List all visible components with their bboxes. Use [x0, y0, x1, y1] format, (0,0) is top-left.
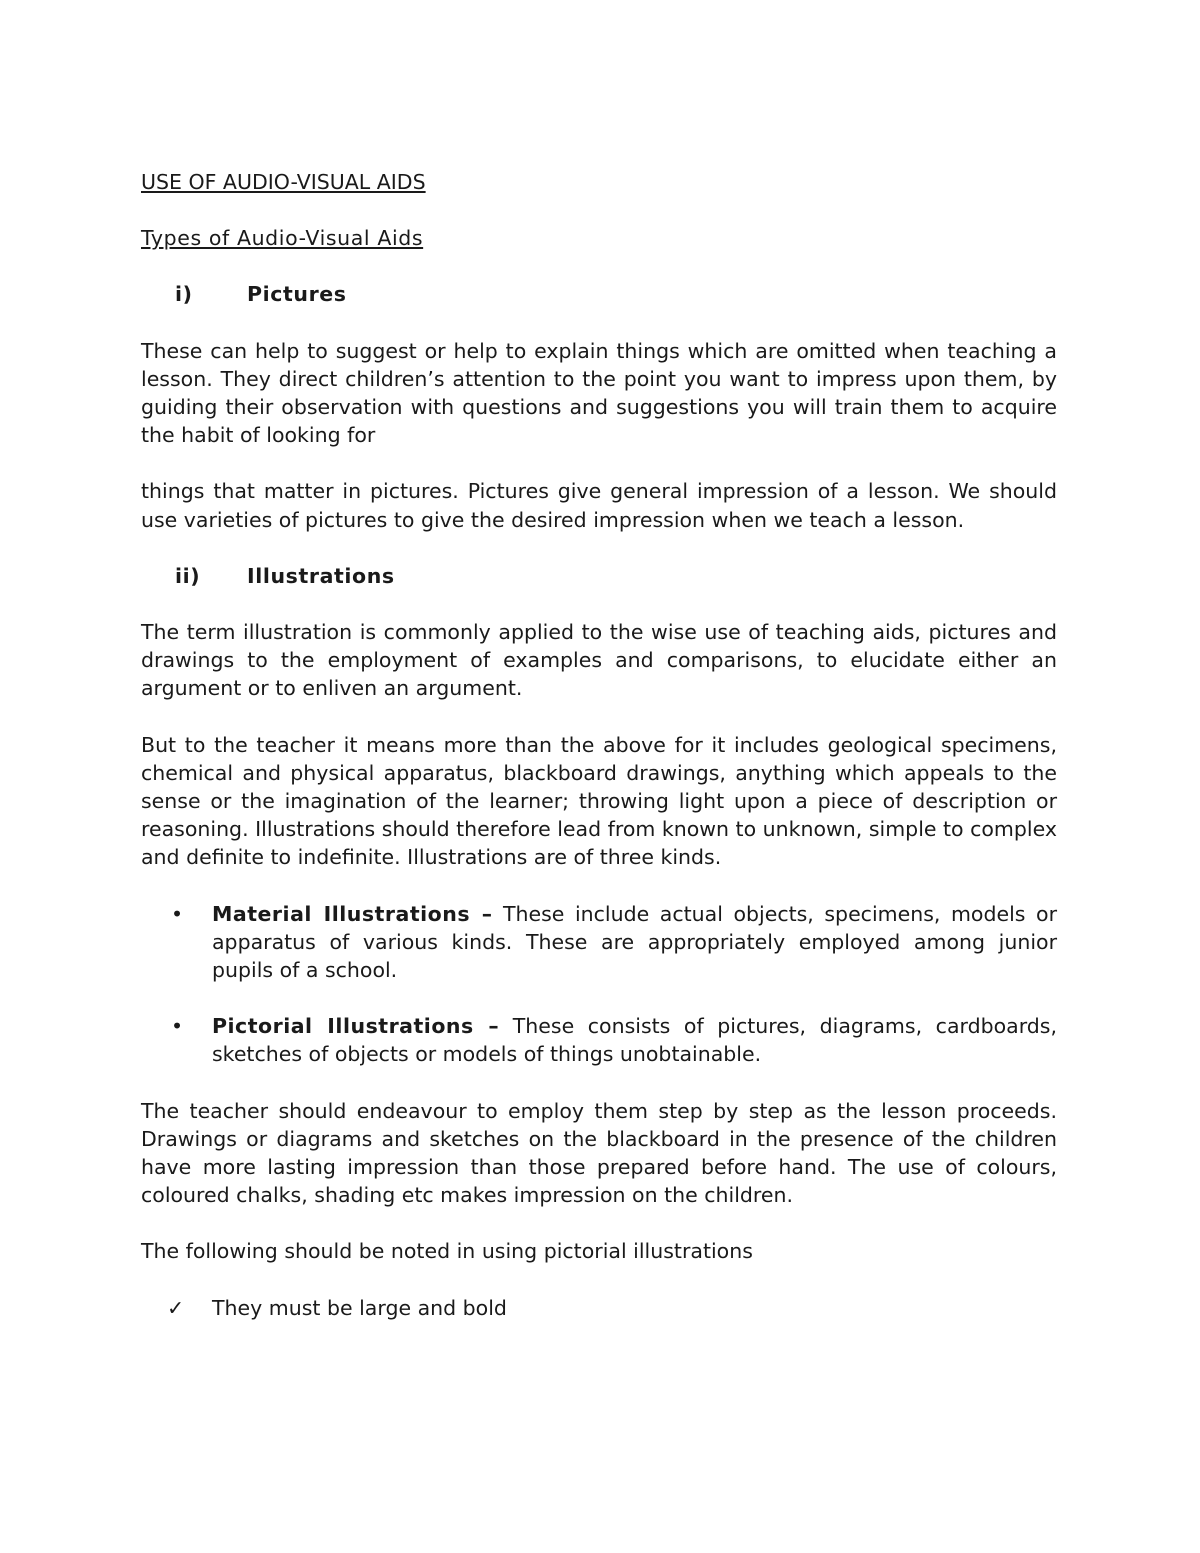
- bullet-icon: •: [171, 1014, 184, 1039]
- list-item: [141, 900, 1057, 985]
- list-item: [141, 1012, 1057, 1068]
- checklist-item: [141, 1294, 1057, 1322]
- paragraph: The term illustration is commonly applied to the wise use of teaching aids, pictures and drawings to the employment of examples and comparisons, to elucidate either an argument or to enliven an argument.: [141, 620, 1057, 701]
- list-item-text: These consists of pictures, diagrams, cardboards, sketches of objects or models of things unobtainable.: [212, 1014, 1057, 1067]
- section-number: ii): [175, 563, 201, 588]
- paragraph: But to the teacher it means more than the above for it includes geological specimens, chemical and physical apparatus, blackboard drawings, anything which appeals to the sense or the imagination of the learner; throwing light upon a piece of description or reasoning. Illustrations should therefore lead from known to unknown, simple to complex and definite to indefinite. Illustrations are of three kinds.: [141, 732, 1057, 870]
- paragraph: The teacher should endeavour to employ them step by step as the lesson proceeds. Drawings or diagrams and sketches on the blackboard in the presence of the children have more lasting impression than those prepared before hand. The use of colours, coloured chalks, shading etc makes impression on the children.: [141, 1098, 1057, 1208]
- section-heading-pictures: [141, 280, 1057, 308]
- document-subtitle: Types of Audio-Visual Aids: [141, 226, 424, 251]
- paragraph: things that matter in pictures. Pictures give general impression of a lesson. We should use varieties of pictures to give the desired impression when we teach a lesson.: [141, 479, 1057, 532]
- checklist-item-text: They must be large and bold: [212, 1295, 507, 1320]
- document-title: USE OF AUDIO-VISUAL AIDS: [141, 170, 426, 194]
- bullet-icon: •: [171, 901, 184, 926]
- section-title: Illustrations: [247, 563, 395, 588]
- checklist: [141, 1294, 1057, 1322]
- illustration-types-list: [141, 900, 1057, 1069]
- checkmark-icon: ✓: [167, 1295, 185, 1320]
- document-body: [141, 168, 1057, 1322]
- list-item-text: These include actual objects, specimens, models or apparatus of various kinds. These are appropriately employed among junior pupils of a school.: [212, 901, 1057, 983]
- paragraph: The following should be noted in using pictorial illustrations: [141, 1239, 753, 1264]
- section-number: i): [175, 282, 193, 307]
- list-item-term: Pictorial Illustrations –: [212, 1014, 500, 1039]
- paragraph: These can help to suggest or help to explain things which are omitted when teaching a lesson. They direct children’s attention to the point you want to impress upon them, by guiding their observation with questions and suggestions you will train them to acquire the habit of looking for: [141, 338, 1057, 448]
- list-item-term: Material Illustrations –: [212, 901, 493, 926]
- section-title: Pictures: [247, 282, 347, 307]
- section-heading-illustrations: [141, 562, 1057, 590]
